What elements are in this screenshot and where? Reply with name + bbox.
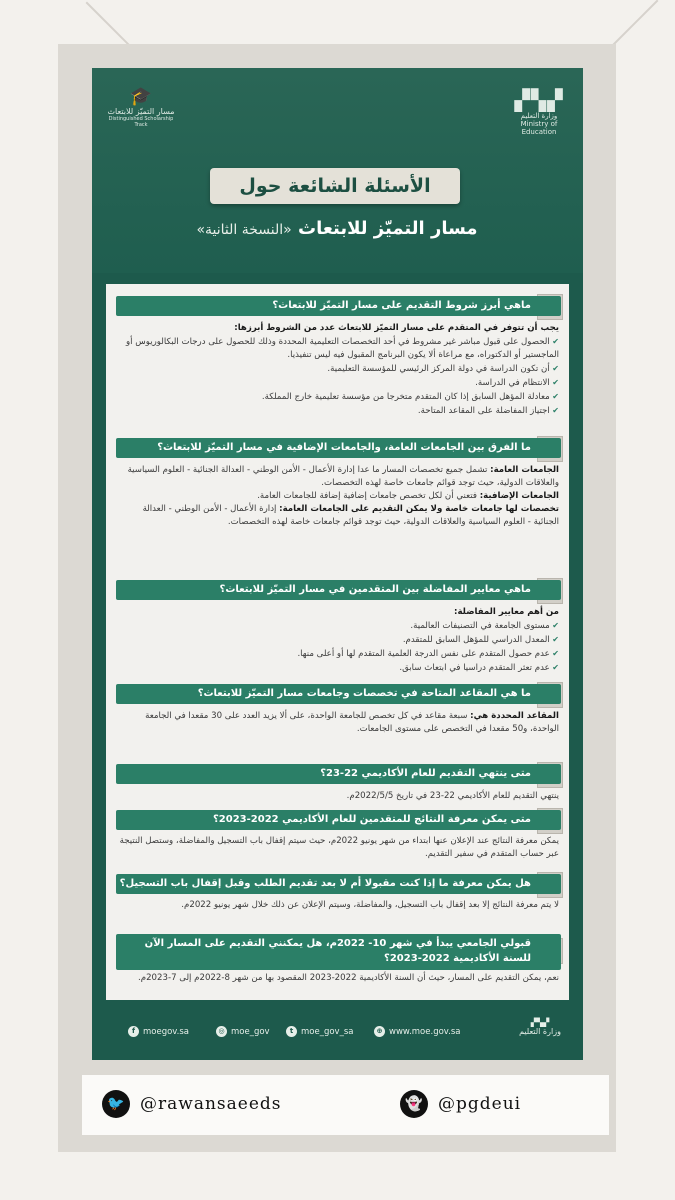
- faq-item-5: [106, 762, 569, 802]
- answer-label: الجامعات الإضافية:: [479, 491, 559, 501]
- facebook-handle: moegov.sa: [143, 1026, 190, 1037]
- list-item: ✔ الحصول على قبول مباشر غير مشروط في أحد التخصصات التعليمية المحددة وذلك للحصول على درجات البكالوريوس أو الماجستير أو الدكتوراه، مع مراعاة ألا يكون البرنامج المقبول فيه ليس تنفيذيا.: [118, 335, 559, 362]
- list-item: ✔ أن تكون الدراسة في دولة المركز الرئيسي للمؤسسة التعليمية.: [118, 362, 559, 376]
- ministry-logo: [509, 88, 569, 136]
- ministry-logo-icon: ▞▚▞: [530, 1018, 550, 1027]
- faq-answer: [118, 710, 559, 736]
- track-logo: [106, 86, 176, 128]
- poster-subtitle: [152, 218, 522, 239]
- list-item: ✔ اجتياز المفاضلة على المقاعد المتاحة.: [118, 404, 559, 418]
- poster-footer: [106, 1008, 569, 1052]
- twitter-link[interactable]: [102, 1090, 281, 1118]
- edition-label: «النسخة الثانية»: [196, 222, 292, 238]
- track-logo-ar: مسار التميّز للابتعاث: [107, 107, 175, 116]
- faq-question: متى يمكن معرفة النتائج للمتقدمين للعام الأكاديمي 2022-2023؟: [116, 810, 561, 830]
- faq-answer: نعم، يمكن التقديم على المسار، حيث أن السنة الأكاديمية 2022-2023 المقصود بها من شهر 8-2022م إلى 7-2023م.: [138, 973, 559, 983]
- facebook-icon: f: [128, 1026, 139, 1037]
- list-item: ✔ معادلة المؤهل السابق إذا كان المتقدم متخرجا من مؤسسة تعليمية خارج المملكة.: [118, 390, 559, 404]
- corner-decoration-top-right: [608, 0, 659, 50]
- faq-item-6: [106, 808, 569, 866]
- list-item: ✔ المعدل الدراسي للمؤهل السابق للمتقدم.: [118, 633, 559, 647]
- faq-answer: [118, 464, 559, 529]
- faq-answer: [118, 322, 559, 418]
- footer-ministry-name: وزارة التعليم: [519, 1027, 561, 1036]
- footer-instagram[interactable]: [216, 1026, 270, 1037]
- answer-text: إدارة الأعمال - الأمن الوطني - العدالة الجنائية - العلوم السياسية والعلاقات الدولية، حيث توجد قوائم جامعات خاصة لهذه التخصصات.: [142, 504, 559, 527]
- footer-facebook[interactable]: [128, 1026, 189, 1037]
- globe-icon: ⊕: [374, 1026, 385, 1037]
- faq-answer: يمكن معرفة النتائج عند الإعلان عنها ابتداء من شهر يونيو 2022م، حيث سيتم إقفال باب التسجيل والمفاضلة، وستصل النتيجة عبر حساب المتقدم في سفير التقديم.: [119, 836, 559, 859]
- faq-poster: [92, 68, 583, 1060]
- social-bar: [82, 1075, 609, 1135]
- faq-question: ما هي المقاعد المتاحة في تخصصات وجامعات مسار التميّز للابتعاث؟: [116, 684, 561, 704]
- answer-text: سبعة مقاعد في كل تخصص للجامعة الواحدة، على ألا يزيد العدد على 30 مقعدا في الجامعة الواحدة، و50 مقعدا في التخصص على مستوى الجامعات.: [145, 711, 559, 734]
- faq-question: قبولي الجامعي يبدأ في شهر 10- 2022م، هل يمكنني التقديم على المسار الآن للسنة الأكاديمية 2022-2023؟: [116, 934, 561, 970]
- list-item: ✔ عدم تعثر المتقدم دراسيا في ابتعاث سابق.: [118, 661, 559, 675]
- answer-text: تشمل جميع تخصصات المسار ما عدا إدارة الأعمال - الأمن الوطني - العدالة الجنائية - العلوم السياسية والعلاقات الدولية، حيث توجد قوائم جامعات خاصة لهذه التخصصات.: [127, 465, 559, 488]
- graduation-cap-icon: 🎓: [129, 86, 153, 107]
- answer-intro: من أهم معايير المفاضلة:: [454, 607, 559, 617]
- snapchat-link[interactable]: [400, 1090, 521, 1118]
- ministry-name-ar: وزارة التعليم: [520, 112, 558, 120]
- faq-question: ماهي معايير المفاضلة بين المتقدمين في مسار التميّز للابتعاث؟: [116, 580, 561, 600]
- footer-twitter[interactable]: [286, 1026, 353, 1037]
- track-logo-en: Distinguished Scholarship Track: [108, 116, 174, 128]
- website-url: www.moe.gov.sa: [389, 1026, 461, 1037]
- subtitle-text: مسار التميّز للابتعاث: [298, 218, 478, 239]
- twitter-icon: t: [286, 1026, 297, 1037]
- poster-header: [92, 68, 583, 273]
- faq-item-2: [106, 436, 569, 576]
- instagram-icon: ◎: [216, 1026, 227, 1037]
- list-item: ✔ مستوى الجامعة في التصنيفات العالمية.: [118, 619, 559, 633]
- twitter-handle: moe_gov_sa: [301, 1026, 354, 1037]
- faq-question: هل يمكن معرفة ما إذا كنت مقبولا أم لا بعد تقديم الطلب وقبل إقفال باب التسجيل؟: [116, 874, 561, 894]
- faq-question: ماهي أبرز شروط التقديم على مسار التميّز للابتعاث؟: [116, 296, 561, 316]
- answer-label: تخصصات لها جامعات خاصة ولا يمكن التقديم على الجامعات العامة:: [279, 504, 559, 514]
- ministry-name-en: Ministry of Education: [520, 120, 558, 136]
- faq-question: ما الفرق بين الجامعات العامة، والجامعات الإضافية في مسار التميّز للابتعاث؟: [116, 438, 561, 458]
- faq-question: متى ينتهي التقديم للعام الأكاديمي 22-23؟: [116, 764, 561, 784]
- faq-item-8: [106, 932, 569, 1000]
- list-item: ✔ عدم حصول المتقدم على نفس الدرجة العلمية المتقدم لها أو أعلى منها.: [118, 647, 559, 661]
- answer-intro: يجب أن تتوفر في المتقدم على مسار التميّز للابتعاث عدد من الشروط أبرزها:: [234, 323, 559, 333]
- faq-answer: لا يتم معرفة النتائج إلا بعد إقفال باب التسجيل، والمفاضلة، وسيتم الإعلان عن ذلك خلال شهر يونيو 2022م.: [181, 900, 559, 910]
- faq-item-4: [106, 682, 569, 752]
- ministry-logo-icon: ▞▚▞: [514, 88, 564, 112]
- footer-ministry-logo: [515, 1018, 565, 1036]
- faq-answer: ينتهي التقديم للعام الأكاديمي 22-23 في تاريخ 2022/5/5م.: [346, 791, 559, 801]
- answer-text: فتعني أن لكل تخصص جامعات إضافية إضافة للجامعات العامة.: [257, 491, 477, 501]
- answer-label: الجامعات العامة:: [490, 465, 559, 475]
- twitter-handle: @rawansaeeds: [140, 1094, 282, 1114]
- faq-answer: [118, 606, 559, 675]
- snapchat-ghost-icon: 👻: [400, 1090, 428, 1118]
- faq-item-3: [106, 578, 569, 673]
- list-item: ✔ الانتظام في الدراسة.: [118, 376, 559, 390]
- snapchat-handle: @pgdeui: [438, 1094, 522, 1114]
- poster-title: الأسئلة الشائعة حول: [210, 168, 460, 204]
- answer-label: المقاعد المحددة هي:: [470, 711, 559, 721]
- faq-item-7: [106, 872, 569, 924]
- footer-website[interactable]: [374, 1026, 461, 1037]
- instagram-handle: moe_gov: [231, 1026, 270, 1037]
- faq-content: [106, 284, 569, 1000]
- twitter-bird-icon: 🐦: [102, 1090, 130, 1118]
